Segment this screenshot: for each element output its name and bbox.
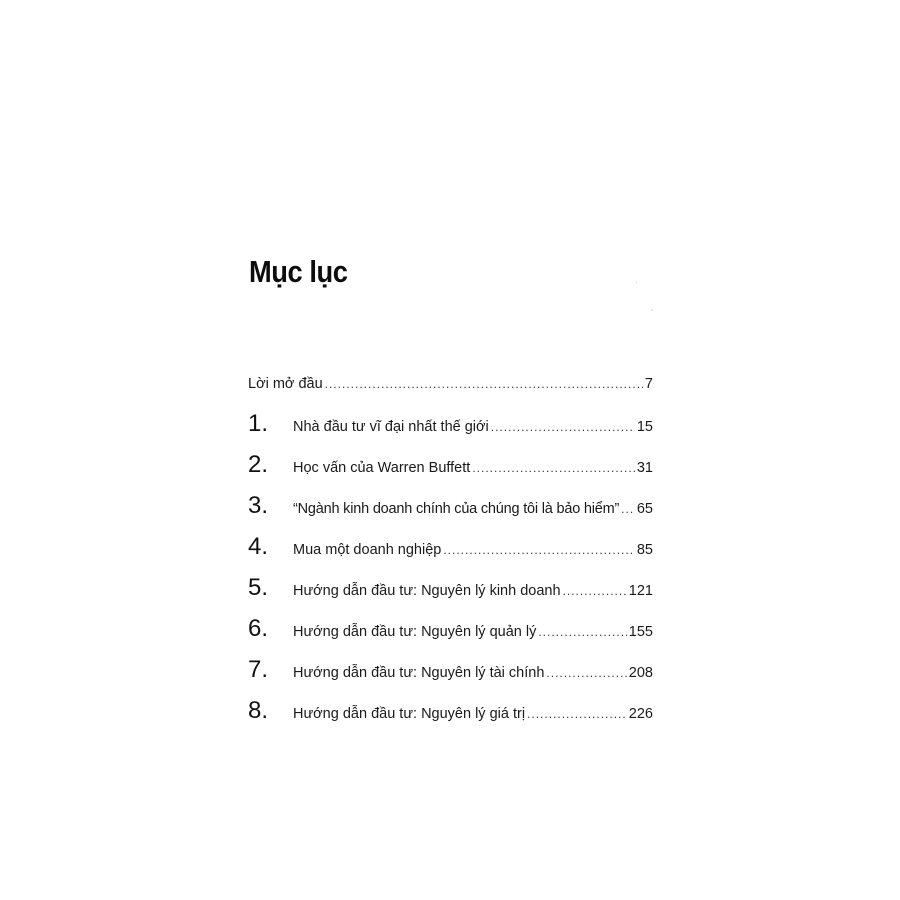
toc-entry-page: 65 [636,501,653,517]
toc-entry-page: 155 [628,624,653,640]
chapter-number: 4. [248,533,269,560]
toc-entry-chapter-2 [248,453,653,494]
toc-entry-chapter-8 [248,699,653,740]
dot-leader [621,502,635,516]
toc-entry-page: 7 [644,376,653,392]
toc-entry-chapter-7 [248,658,653,699]
toc-entry-intro [248,376,653,412]
toc-entry-label: Lời mở đầu [248,376,323,392]
chapter-number: 5. [248,574,269,601]
toc-entry-label: Học vấn của Warren Buffett [293,460,471,476]
print-speck [651,309,653,311]
toc-entry-label: Hướng dẫn đầu tư: Nguyên lý kinh doanh [293,583,561,599]
dot-leader [491,420,635,434]
toc-entry-page: 208 [628,665,653,681]
toc-entry-page: 31 [636,460,653,476]
toc-entry-label: Hướng dẫn đầu tư: Nguyên lý quản lý [293,624,537,640]
dot-leader [546,666,626,680]
toc-entry-page: 226 [628,706,653,722]
chapter-number: 8. [248,697,269,724]
dot-leader [443,543,635,557]
dot-leader [527,707,627,721]
toc-entry-chapter-3 [248,494,653,535]
toc-list [248,376,653,740]
toc-entry-page: 121 [628,583,653,599]
toc-entry-chapter-1 [248,412,653,453]
chapter-number: 3. [248,492,269,519]
toc-entry-chapter-5 [248,576,653,617]
chapter-number: 7. [248,656,269,683]
dot-leader [563,584,627,598]
toc-entry-label: Hướng dẫn đầu tư: Nguyên lý giá trị [293,706,526,722]
toc-entry-page: 15 [636,419,653,435]
toc-title: Mục lục [249,254,348,289]
print-speck [636,282,637,283]
dot-leader [325,377,643,391]
toc-entry-chapter-4 [248,535,653,576]
toc-entry-label: “Ngành kinh doanh chính của chúng tôi là bảo hiểm” [293,501,620,517]
toc-entry-chapter-6 [248,617,653,658]
chapter-number: 2. [248,451,269,478]
chapter-number: 6. [248,615,269,642]
dot-leader [538,625,626,639]
toc-entry-page: 85 [636,542,653,558]
toc-entry-label: Nhà đầu tư vĩ đại nhất thế giới [293,419,489,435]
dot-leader [472,461,635,475]
toc-entry-label: Hướng dẫn đầu tư: Nguyên lý tài chính [293,665,545,681]
chapter-number: 1. [248,410,269,437]
toc-entry-label: Mua một doanh nghiệp [293,542,442,558]
